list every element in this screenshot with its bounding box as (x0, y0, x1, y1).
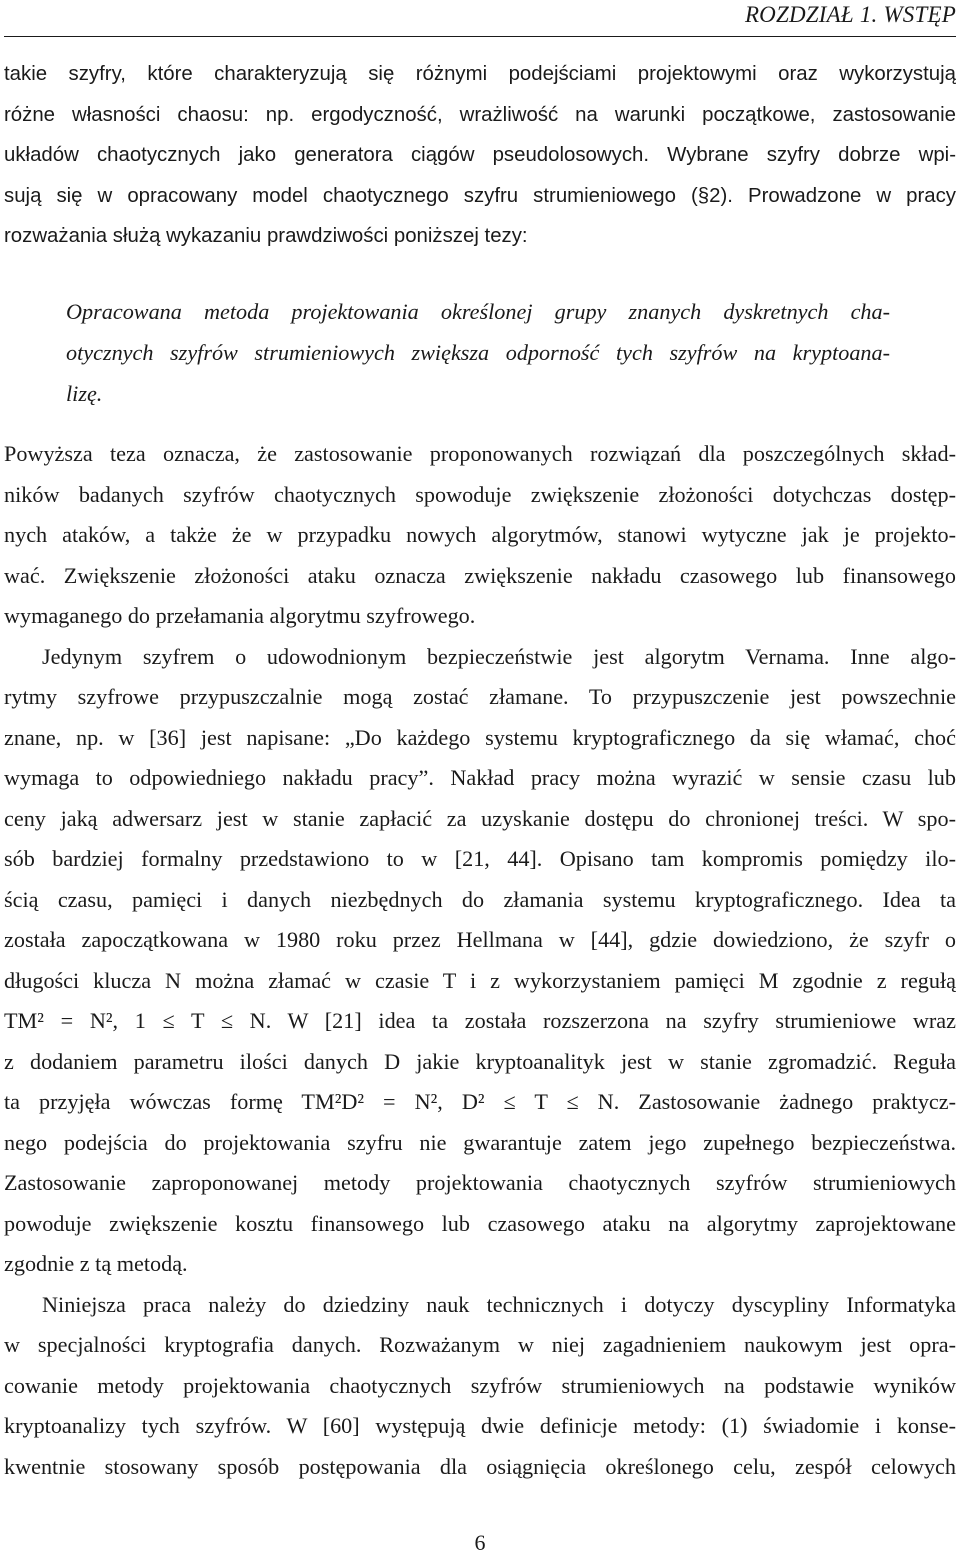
running-header: ROZDZIAŁ 1. WSTĘP (744, 2, 956, 27)
text-line: układów chaotycznych jako generatora ciągów pseudolosowych. Wybrane szyfry dobrze wpi- (4, 144, 956, 166)
body-text (4, 434, 956, 1487)
thesis-line: otycznych szyfrów strumieniowych zwiększa odporność tych szyfrów na kryptoana- (66, 340, 890, 365)
text-line: z dodaniem parametru ilości danych D jakie kryptoanalityk jest w stanie zgromadzić. Reguła (4, 1048, 956, 1074)
text-line: TM² = N², 1 ≤ T ≤ N. W [21] idea ta została rozszerzona na szyfry strumieniowe wraz (4, 1008, 956, 1033)
thesis-line: Opracowana metoda projektowania określonej grupy znanych dyskretnych cha- (66, 299, 890, 324)
thesis-line: lizę. (66, 381, 103, 406)
text-line: Zastosowanie zaproponowanej metody projektowania chaotycznych szyfrów strumieniowych (4, 1170, 956, 1195)
text-line: cowanie metody projektowania chaotycznych szyfrów strumieniowych na podstawie wyników (4, 1372, 956, 1398)
text-line: wymaganego do przełamania algorytmu szyfrowego. (4, 603, 476, 628)
text-line: takie szyfry, które charakteryzują się różnymi podejściami projektowymi oraz wykorzystują (4, 63, 956, 85)
text-line: ników badanych szyfrów chaotycznych spowoduje zwiększenie złożoności dotychczas dostęp- (4, 481, 956, 507)
text-line: nego podejścia do projektowania szyfru nie gwarantuje zatem jego zupełnego bezpieczeństwa. (4, 1129, 956, 1155)
text-line: ceny jaką adwersarz jest w stanie zapłacić za uzyskanie dostępu do chronionej treści. W spo- (4, 805, 956, 831)
text-line: zgodnie z tą metodą. (4, 1251, 188, 1276)
text-line: kryptoanalizy tych szyfrów. W [60] występują dwie definicje metody: (1) świadomie i konse- (4, 1413, 956, 1438)
header-rule (4, 36, 956, 37)
text-line: powoduje zwiększenie kosztu finansowego lub czasowego ataku na algorytmy zaprojektowane (4, 1210, 956, 1236)
page-number: 6 (474, 1530, 486, 1555)
thesis-statement (66, 291, 890, 414)
text-line: ścią czasu, pamięci i danych niezbędnych do złamania systemu kryptograficznego. Idea ta (4, 886, 956, 912)
text-line: długości klucza N można złamać w czasie T i z wykorzystaniem pamięci M zgodnie z regułą (4, 967, 956, 993)
text-line: różne własności chaosu: np. ergodyczność, wrażliwość na warunki początkowe, zastosowanie (4, 103, 956, 126)
text-line: znane, np. w [36] jest napisane: „Do każdego systemu kryptograficznego da się włamać, choć (4, 724, 956, 750)
text-line: ta przyjęła wówczas formę TM²D² = N², D² ≤ T ≤ N. Zastosowanie żadnego praktycz- (4, 1089, 956, 1114)
intro-paragraph (4, 54, 956, 257)
text-line: nych ataków, a także że w przypadku nowych algorytmów, stanowi wytyczne jak je projekto- (4, 522, 956, 547)
text-line: kwentnie stosowany sposób postępowania dla osiągnięcia określonego celu, zespół celowych (4, 1453, 956, 1479)
text-line: Jedynym szyfrem o udowodnionym bezpieczeństwie jest algorytm Vernama. Inne algo- (42, 643, 956, 669)
text-line: wać. Zwiększenie złożoności ataku oznacza zwiększenie nakładu czasowego lub finansowego (4, 562, 956, 588)
text-line: została zapoczątkowana w 1980 roku przez Hellmana w [44], gdzie dowiedziono, że szyfr o (4, 927, 956, 952)
text-line: Niniejsza praca należy do dziedziny nauk technicznych i dotyczy dyscypliny Informatyka (42, 1291, 956, 1317)
text-line: w specjalności kryptografia danych. Rozważanym w niej zagadnieniem naukowym jest opra- (4, 1332, 956, 1357)
text-line: wymaga to odpowiedniego nakładu pracy”. Nakład pracy można wyrazić w sensie czasu lub (4, 765, 956, 790)
text-line: sób bardziej formalny przedstawiono to w [21, 44]. Opisano tam kompromis pomiędzy ilo- (4, 846, 956, 871)
text-line: Powyższa teza oznacza, że zastosowanie proponowanych rozwiązań dla poszczególnych skład- (4, 441, 956, 466)
text-line: rytmy szyfrowe przypuszczalnie mogą zostać złamane. To przypuszczenie jest powszechnie (4, 684, 956, 709)
text-line: sują się w opracowany model chaotycznego szyfru strumieniowego (§2). Prowadzone w pracy (4, 184, 956, 207)
text-line: rozważania służą wykazaniu prawdziwości poniższej tezy: (4, 225, 528, 247)
